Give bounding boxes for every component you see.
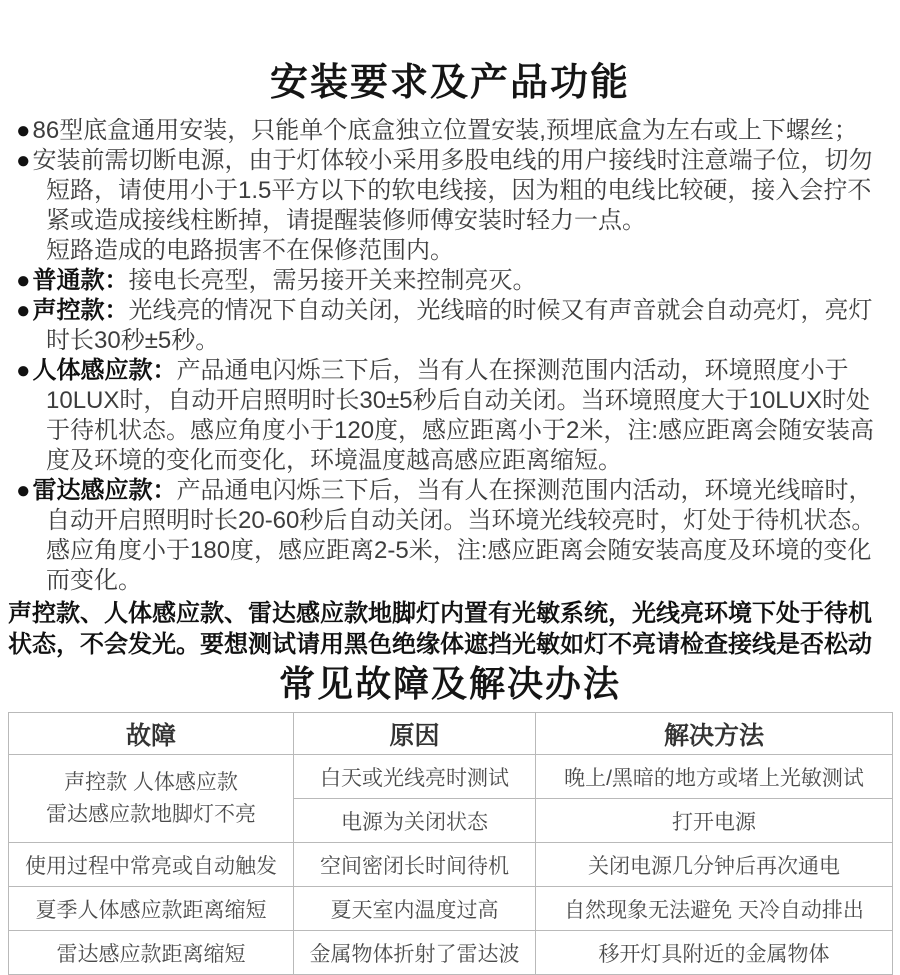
table-row bbox=[9, 755, 893, 799]
bullet-item-power-off bbox=[8, 146, 890, 266]
fault-line: 声控款 人体感应款 bbox=[64, 770, 238, 794]
table-header-fault: 故障 bbox=[9, 713, 294, 755]
fault-cell-not-lighting bbox=[9, 755, 294, 843]
table-header-row bbox=[9, 713, 893, 755]
solution-cell: 自然现象无法避免 天冷自动排出 bbox=[536, 887, 893, 931]
fault-cell: 使用过程中常亮或自动触发 bbox=[9, 843, 294, 887]
bullet-text: 产品通电闪烁三下后，当有人在探测范围内活动，环境光线暗时，自动开启照明时长20-60秒后自动关闭。当环境光线较亮时，灯处于待机状态。感应角度小于180度，感应距离2-5米，注:感应距离会随安装高度及环境的变化而变化。 bbox=[46, 477, 876, 594]
bullet-icon: ● bbox=[16, 357, 31, 384]
page-title: 安装要求及产品功能 bbox=[269, 62, 630, 104]
bullet-icon: ● bbox=[16, 267, 31, 294]
solution-cell: 晚上/黑暗的地方或堵上光敏测试 bbox=[536, 755, 893, 799]
table-row bbox=[9, 843, 893, 887]
cause-cell: 空间密闭长时间待机 bbox=[294, 843, 536, 887]
solution-cell: 关闭电源几分钟后再次通电 bbox=[536, 843, 893, 887]
solution-cell: 打开电源 bbox=[536, 799, 893, 843]
fault-cell: 夏季人体感应款距离缩短 bbox=[9, 887, 294, 931]
bullet-text: 光线亮的情况下自动关闭，光线暗的时候又有声音就会自动亮灯，亮灯时长30秒±5秒。 bbox=[46, 297, 873, 354]
bullet-label: 普通款： bbox=[32, 267, 129, 294]
bullet-text: 安装前需切断电源，由于灯体较小采用多股电线的用户接线时注意端子位，切勿短路，请使用小于1.5平方以下的软电线接，因为粗的电线比较硬，接入会拧不紧或造成接线柱断掉，请提醒装修师傅安装时轻力一点。 bbox=[32, 147, 873, 234]
cause-cell: 白天或光线亮时测试 bbox=[294, 755, 536, 799]
solution-cell: 移开灯具附近的金属物体 bbox=[536, 931, 893, 975]
photosensor-notice: 声控款、人体感应款、雷达感应款地脚灯内置有光敏系统，光线亮环境下处于待机状态，不会发光。要想测试请用黑色绝缘体遮挡光敏如灯不亮请检查接线是否松动 bbox=[8, 600, 872, 658]
bullet-text: 接电长亮型，需另接开关来控制亮灭。 bbox=[128, 267, 537, 294]
bullet-label: 雷达感应款： bbox=[32, 477, 177, 504]
faq-table bbox=[8, 712, 893, 975]
table-header-cause: 原因 bbox=[294, 713, 536, 755]
bullet-item-normal-model bbox=[8, 266, 890, 296]
table-row bbox=[9, 887, 893, 931]
table-header-solution: 解决方法 bbox=[536, 713, 893, 755]
fault-line: 雷达感应款地脚灯不亮 bbox=[46, 802, 256, 826]
bullet-item-box-install bbox=[8, 116, 890, 146]
bullet-icon: ● bbox=[16, 297, 31, 324]
faq-section-title: 常见故障及解决办法 bbox=[278, 663, 621, 704]
bullet-note: 短路造成的电路损害不在保修范围内。 bbox=[46, 237, 454, 264]
cause-cell: 夏天室内温度过高 bbox=[294, 887, 536, 931]
install-notes-section bbox=[0, 116, 900, 596]
fault-cell: 雷达感应款距离缩短 bbox=[9, 931, 294, 975]
bullet-item-pir-model bbox=[8, 356, 890, 476]
table-row bbox=[9, 931, 893, 975]
bullet-icon: ● bbox=[16, 117, 31, 144]
bullet-icon: ● bbox=[16, 477, 31, 504]
bullet-label: 声控款： bbox=[32, 297, 129, 324]
cause-cell: 电源为关闭状态 bbox=[294, 799, 536, 843]
cause-cell: 金属物体折射了雷达波 bbox=[294, 931, 536, 975]
bullet-item-sound-model bbox=[8, 296, 890, 356]
bullet-text: 86型底盒通用安装，只能单个底盒独立位置安装,预埋底盒为左右或上下螺丝； bbox=[32, 117, 858, 144]
bullet-item-radar-model bbox=[8, 476, 890, 596]
bullet-label: 人体感应款： bbox=[32, 357, 177, 384]
bullet-text: 产品通电闪烁三下后，当有人在探测范围内活动，环境照度小于10LUX时，自动开启照明时长30±5秒后自动关闭。当环境照度大于10LUX时处于待机状态。感应角度小于120度，感应距离小于2米，注:感应距离会随安装高度及环境的变化而变化，环境温度越高感应距离缩短。 bbox=[46, 357, 875, 474]
bullet-icon: ● bbox=[16, 147, 31, 174]
